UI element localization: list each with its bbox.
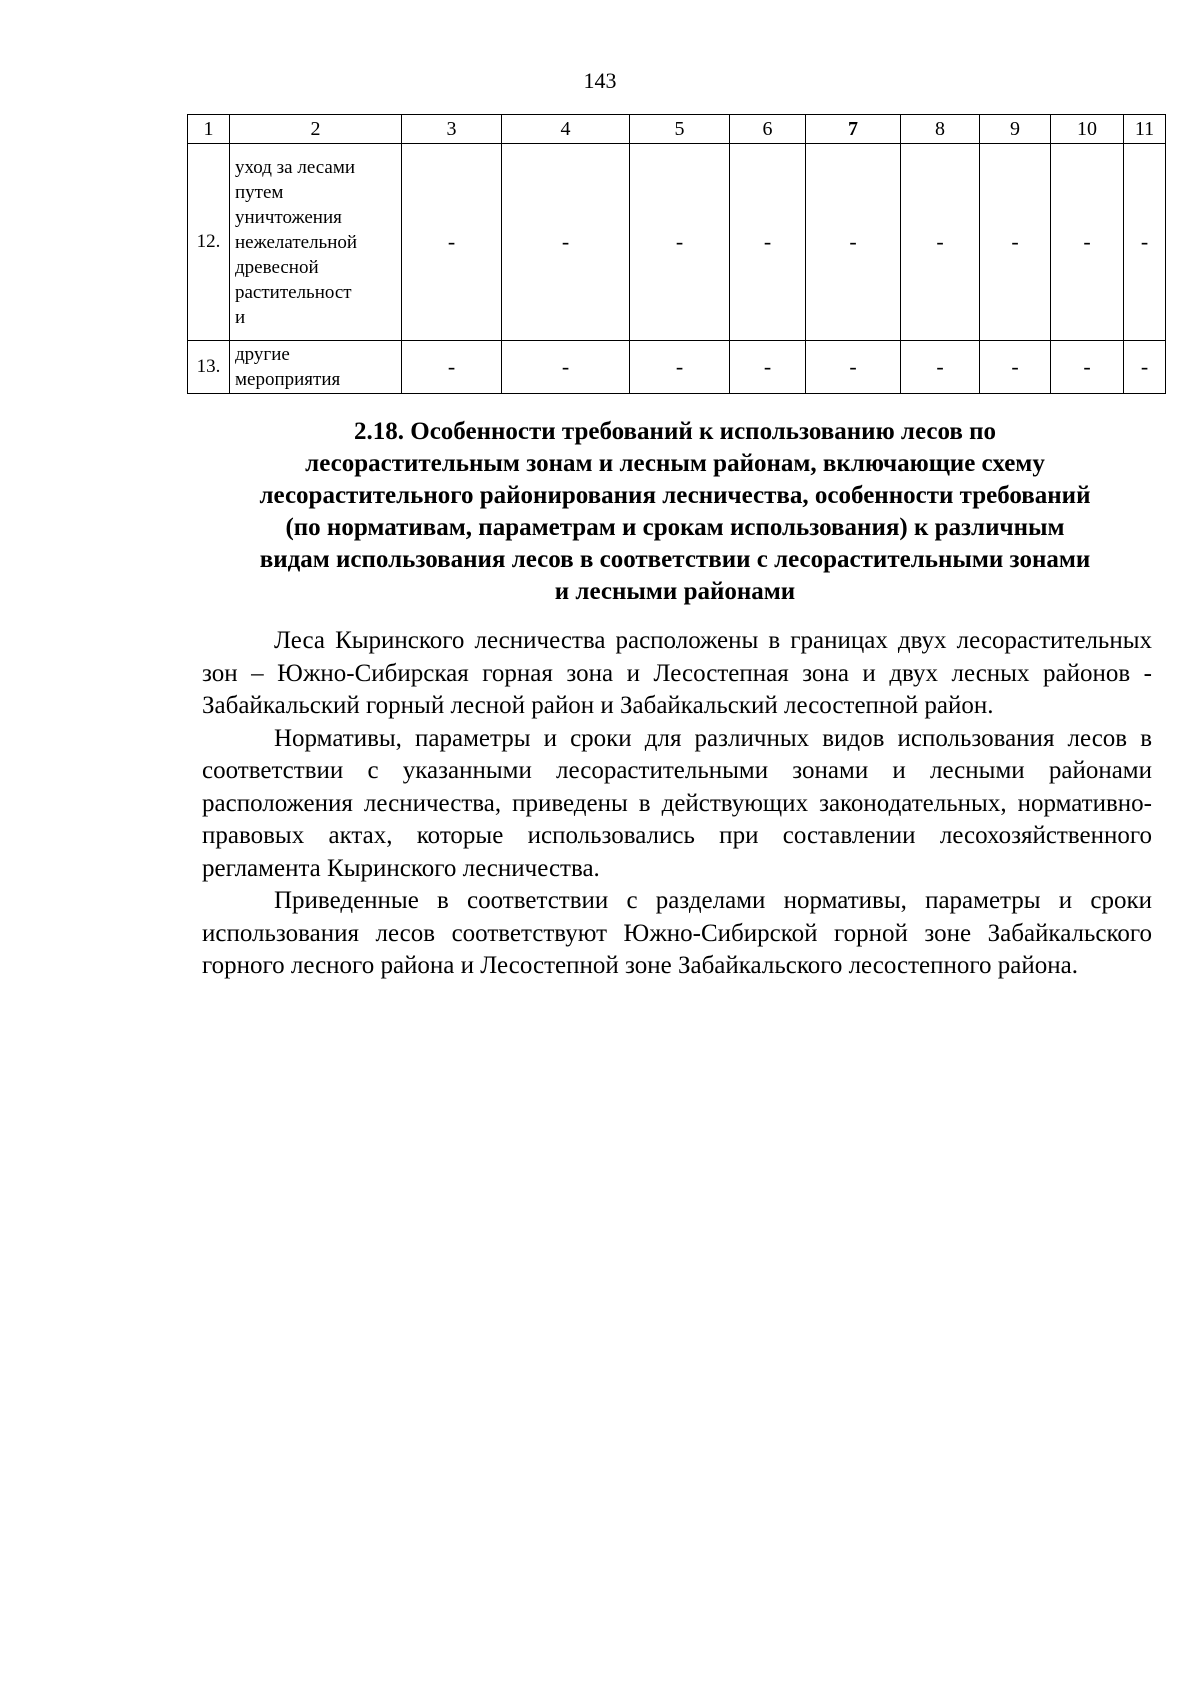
table-cell: -	[1051, 341, 1124, 394]
column-number-header: 8	[901, 115, 980, 144]
table-cell: -	[980, 341, 1051, 394]
column-number-header: 7	[806, 115, 901, 144]
column-number-header: 4	[502, 115, 630, 144]
column-number-header: 1	[188, 115, 230, 144]
table-header-row	[188, 115, 1166, 144]
table-cell: -	[730, 144, 806, 341]
activity-name	[230, 341, 402, 394]
section-heading-line: лесорастительного районирования лесничества, особенности требований	[259, 482, 1091, 509]
table-cell: -	[630, 341, 730, 394]
paragraph: Нормативы, параметры и сроки для различных видов использования лесов в соответствии с указанными лесорастительными зонами и лесными районами расположения лесничества, приведены в действующих законодательных, нормативно-правовых актах, которые использовались при составлении лесохозяйственного регламента Кыринского лесничества.	[202, 724, 1152, 882]
table-cell: -	[402, 341, 502, 394]
table-row	[188, 341, 1166, 394]
paragraph: Леса Кыринского лесничества расположены в границах двух лесорастительных зон – Южно-Сибирская горная зона и Лесостепная зона и двух лесных районов - Забайкальский горный лесной район и Забайкальский лесостепной район.	[202, 627, 1152, 719]
section-heading-line: и лесными районами	[554, 578, 796, 605]
activity-name-line: уничтожения	[235, 206, 342, 228]
page-number: 143	[583, 68, 617, 93]
column-number-header: 11	[1124, 115, 1166, 144]
column-number-header: 10	[1051, 115, 1124, 144]
column-number-header: 6	[730, 115, 806, 144]
activity-name-line: растительност	[235, 281, 352, 303]
column-number-header: 3	[402, 115, 502, 144]
column-number-header: 5	[630, 115, 730, 144]
activity-name-line: уход за лесами	[235, 156, 356, 178]
body-text	[202, 625, 1152, 983]
forest-activities-table	[187, 114, 1166, 394]
section-heading-line: 2.18. Особенности требований к использованию лесов по	[354, 418, 996, 445]
table-cell: -	[901, 341, 980, 394]
table-cell: -	[402, 144, 502, 341]
activity-name	[230, 144, 402, 341]
table-cell: -	[806, 341, 901, 394]
row-number: 12.	[188, 144, 230, 341]
activity-name-line: путем	[235, 181, 284, 203]
section-heading-line: видам использования лесов в соответствии с лесорастительными зонами	[259, 546, 1091, 573]
activity-name-line: другие	[235, 344, 290, 365]
section-heading	[198, 416, 1152, 608]
table-cell: -	[901, 144, 980, 341]
table-cell: -	[502, 144, 630, 341]
section-heading-line: (по нормативам, параметрам и срокам использования) к различным	[285, 514, 1065, 541]
activity-name-line: и	[235, 306, 246, 328]
row-number: 13.	[188, 341, 230, 394]
paragraph: Приведенные в соответствии с разделами нормативы, параметры и сроки использования лесов соответствуют Южно-Сибирской горной зоне Забайкальского горного лесного района и Лесостепной зоне Забайкальского лесостепного района.	[202, 887, 1152, 979]
table-row	[188, 144, 1166, 341]
table-cell: -	[730, 341, 806, 394]
section-heading-line: лесорастительным зонам и лесным районам, включающие схему	[305, 450, 1045, 477]
activity-name-line: мероприятия	[235, 369, 341, 390]
table-cell: -	[502, 341, 630, 394]
table-cell: -	[1124, 341, 1166, 394]
table-cell: -	[630, 144, 730, 341]
table-cell: -	[1051, 144, 1124, 341]
column-number-header: 2	[230, 115, 402, 144]
table-cell: -	[980, 144, 1051, 341]
table-cell: -	[1124, 144, 1166, 341]
table-cell: -	[806, 144, 901, 341]
activity-name-line: нежелательной	[235, 231, 358, 253]
activity-name-line: древесной	[235, 256, 319, 278]
column-number-header: 9	[980, 115, 1051, 144]
